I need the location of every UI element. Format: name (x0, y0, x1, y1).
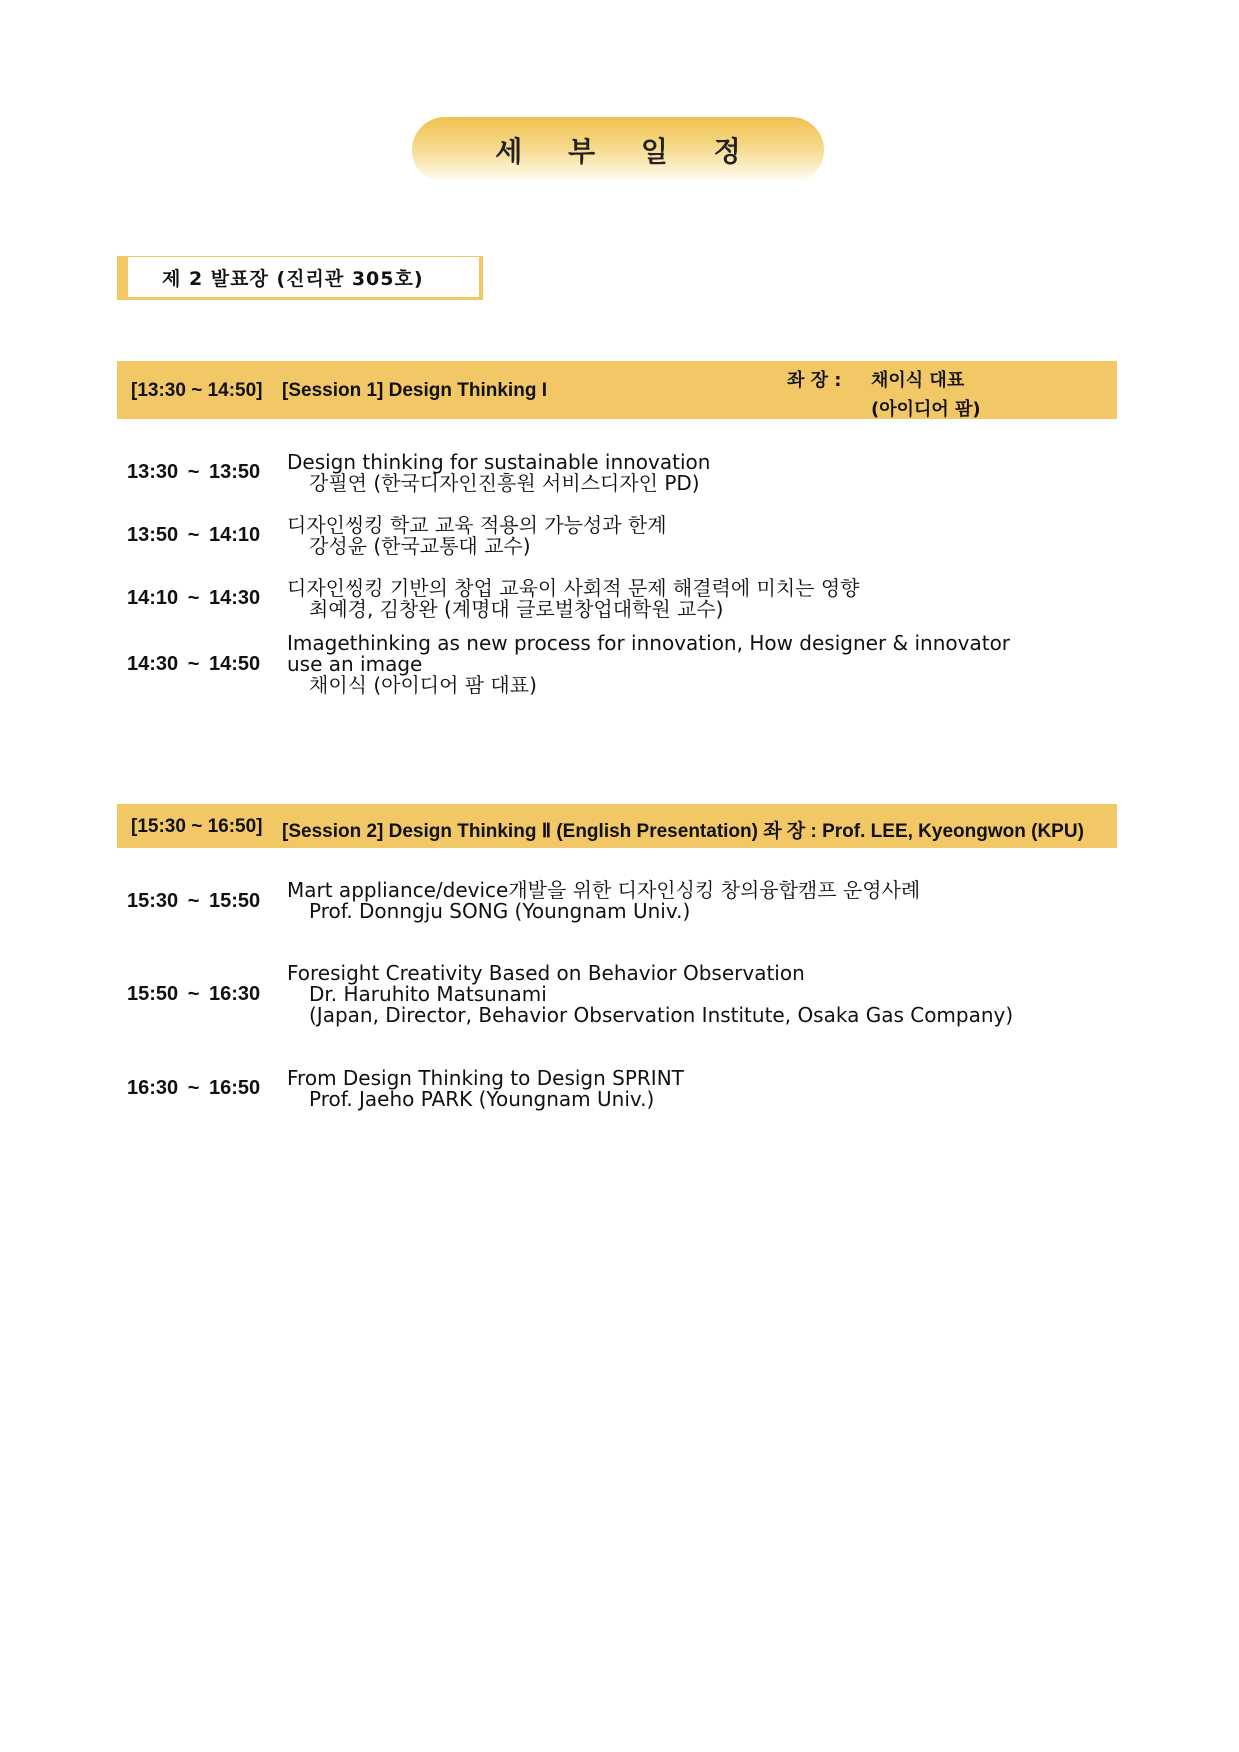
talk-title: Foresight Creativity Based on Behavior Observation (287, 961, 805, 985)
talk-title: From Design Thinking to Design SPRINT (287, 1066, 684, 1090)
talk-time: 15:50 ~ 16:30 (127, 983, 261, 1005)
talk-time: 14:30 ~ 14:50 (127, 653, 261, 675)
session1-header (117, 361, 1117, 419)
hall-label-box (117, 256, 483, 300)
talk-speaker-affiliation: (Japan, Director, Behavior Observation Institute, Osaka Gas Company) (309, 1003, 1014, 1027)
talk-title: Imagethinking as new process for innovation, How designer & innovator (287, 631, 1011, 655)
session2-time: [15:30 ~ 16:50] (131, 816, 263, 837)
talk-speaker: Prof. Donngju SONG (Youngnam Univ.) (309, 899, 691, 923)
talk-speaker: 채이식 (아이디어 팜 대표) (309, 673, 537, 697)
talk-speaker: 강성윤 (한국교통대 교수) (309, 534, 531, 558)
session1-chair-label: 좌 장 : (787, 370, 842, 391)
session1-title: [Session 1] Design Thinking I (282, 380, 547, 401)
session1-time: [13:30 ~ 14:50] (131, 380, 263, 401)
talk-title: Design thinking for sustainable innovation (287, 450, 711, 474)
talk-speaker: 최예경, 김창완 (계명대 글로벌창업대학원 교수) (309, 597, 724, 621)
talk-speaker: 강필연 (한국디자인진흥원 서비스디자인 PD) (309, 471, 700, 495)
talk-time: 15:30 ~ 15:50 (127, 890, 261, 912)
hall-label: 제 2 발표장 (진리관 305호) (162, 267, 424, 290)
talk-title: 디자인씽킹 기반의 창업 교육이 사회적 문제 해결력에 미치는 영향 (287, 576, 860, 600)
talk-title: 디자인씽킹 학교 교육 적용의 가능성과 한계 (287, 513, 667, 537)
page-title: 세 부 일 정 (495, 135, 759, 168)
page-title-banner (412, 117, 824, 183)
talk-time: 13:30 ~ 13:50 (127, 461, 261, 483)
session1-chair-name: 채이식 대표 (871, 370, 965, 391)
talk-title: Mart appliance/device개발을 위한 디자인싱킹 창의융합캠프 운영사례 (287, 878, 921, 902)
talk-title-continued: use an image (287, 652, 423, 676)
talk-time: 16:30 ~ 16:50 (127, 1077, 261, 1099)
talk-time: 13:50 ~ 14:10 (127, 524, 261, 546)
talk-time: 14:10 ~ 14:30 (127, 587, 261, 609)
session2-header (117, 804, 1117, 848)
session1-chair-affiliation: (아이디어 팜) (871, 399, 981, 420)
session2-title: [Session 2] Design Thinking Ⅱ (English Presentation) 좌 장 : Prof. LEE, Kyeongwon (KPU) (282, 821, 1084, 842)
talk-speaker: Dr. Haruhito Matsunami (309, 982, 547, 1006)
talk-speaker: Prof. Jaeho PARK (Youngnam Univ.) (309, 1087, 655, 1111)
session1-chair (787, 366, 964, 392)
